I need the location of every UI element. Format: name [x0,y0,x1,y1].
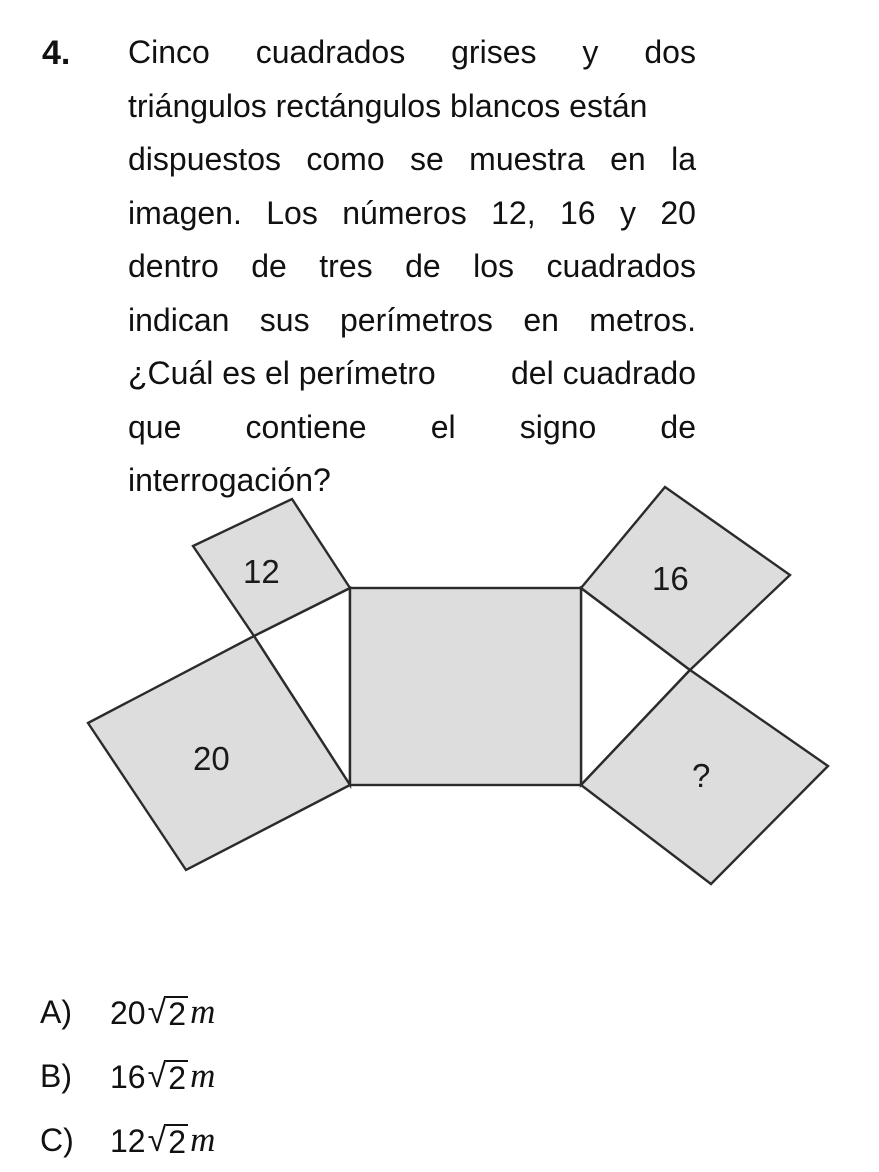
option-unit: m [190,992,216,1031]
problem-word: dispuestos [128,141,281,177]
option-unit: m [190,1120,216,1159]
problem-word: 20 [660,194,696,231]
answer-option[interactable] [40,1044,215,1108]
problem-word: y [619,194,636,231]
problem-word: indican [128,301,230,338]
option-expression [110,1120,215,1160]
problem-word: los [473,248,515,284]
problem-word: de [660,408,696,445]
problem-word: el [430,408,456,445]
sqrt-icon: √ [147,1057,167,1095]
problem-word: 16 [559,194,596,231]
problem-line [128,137,696,191]
problem-line [128,30,696,84]
label-16: 16 [652,560,689,597]
problem-number: 4. [42,34,71,72]
option-coefficient: 20 [110,995,146,1031]
answer-option[interactable] [40,980,215,1044]
problem-word: ¿Cuál es el perímetro [128,355,436,391]
problem-word: 12, [491,194,536,231]
problem-word: perímetros [339,301,493,338]
problem-word: grises [451,34,537,70]
option-letter: A) [40,993,72,1030]
sqrt-icon: √ [147,1121,167,1159]
answer-options [40,980,215,1172]
label-20: 20 [193,740,230,777]
problem-word: en [523,301,559,338]
problem-word: contiene [245,408,367,445]
option-expression [110,1056,215,1096]
problem-word: Cinco [128,34,210,70]
problem-word: como [306,141,385,177]
option-radicand: 2 [168,1060,187,1097]
central-square [350,588,581,785]
answer-option[interactable] [40,1108,215,1172]
problem-word: de [405,248,441,284]
problem-word: se [409,141,444,177]
problem-line [128,244,696,298]
problem-word: cuadrados [255,34,406,70]
option-coefficient: 12 [110,1123,146,1159]
option-coefficient: 16 [110,1059,146,1095]
problem-word: interrogación? [128,462,331,498]
option-expression [110,992,215,1032]
problem-word: la [671,141,696,177]
problem-line [128,351,696,405]
problem-line [128,298,696,352]
option-radicand: 2 [168,996,187,1033]
problem-word: imagen. [128,194,242,231]
option-letter: B) [40,1057,72,1094]
problem-word: sus [259,301,310,338]
problem-word: Los [266,194,318,231]
problem-word: tres [319,248,373,284]
problem-word: dos [644,34,696,70]
problem-word: del cuadrado [510,355,696,391]
problem-word: signo [519,408,597,445]
problem-word: dentro [128,248,219,284]
problem-line [128,191,696,245]
problem-word: metros. [589,301,696,338]
problem-word: cuadrados [546,248,696,284]
label-12: 12 [243,553,280,590]
option-unit: m [190,1056,216,1095]
sqrt-icon: √ [147,993,167,1031]
label-question-mark: ? [692,757,711,794]
problem-word: de [251,248,287,284]
problem-word: números [342,194,467,231]
option-letter: C) [40,1121,74,1158]
problem-line [128,84,696,138]
problem-word: muestra [469,141,585,177]
option-radicand: 2 [168,1124,187,1161]
geometry-figure [0,470,879,910]
problem-word: que [128,408,182,445]
problem-line [128,405,696,459]
problem-word: y [582,34,599,70]
problem-statement [128,30,696,512]
problem-word: en [610,141,646,177]
problem-word: triángulos rectángulos blancos están [128,87,648,124]
